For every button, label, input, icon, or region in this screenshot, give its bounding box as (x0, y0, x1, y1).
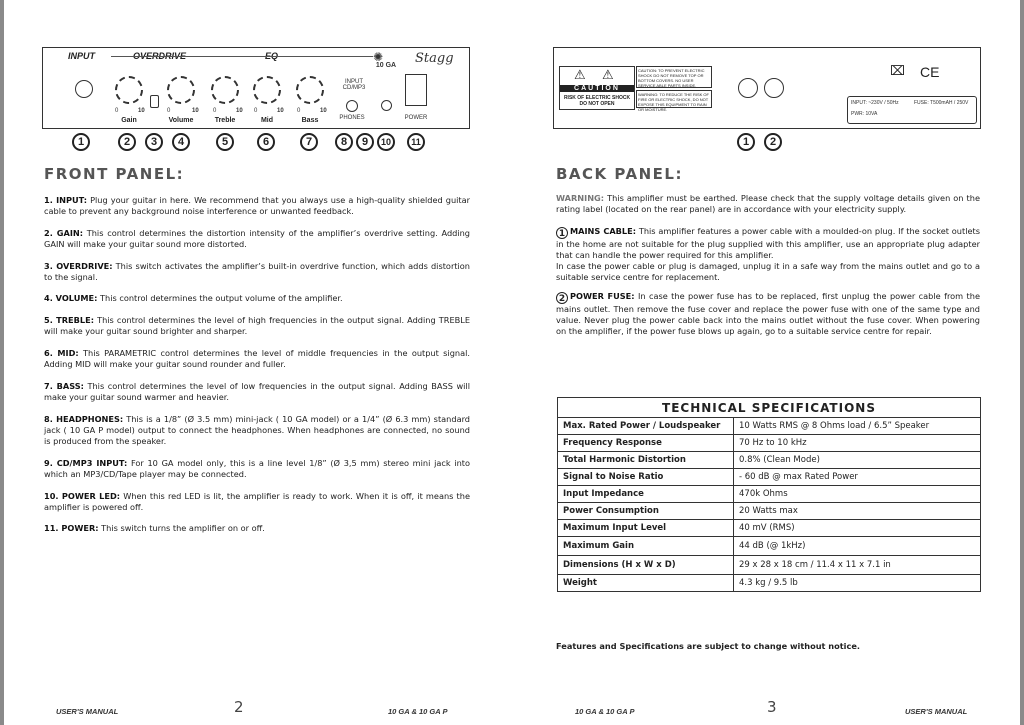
bolt-triangle-icon: ⚠ (602, 68, 614, 83)
mains-num: 1 (556, 227, 568, 239)
front-item-1 (44, 195, 470, 217)
front-item-10 (44, 491, 470, 513)
footer-right-model: 10 GA & 10 GA P (575, 707, 635, 716)
rating-pwr: PWR: 10VA (851, 111, 878, 117)
rating-label-box (847, 96, 977, 124)
back-callout-1: 1 (737, 133, 755, 151)
callout-3: 3 (145, 133, 163, 151)
right-page-edge (1020, 0, 1024, 725)
front-item-text: This switch turns the amplifier on or off. (98, 523, 265, 533)
warning-triangle-icon: ⚠ (574, 68, 586, 83)
spec-row (558, 435, 981, 452)
spec-value: 4.3 kg / 9.5 lb (734, 575, 981, 592)
front-item-text: This is a 1/8” (Ø 3.5 mm) mini-jack ( 10 GA model) or a 1/4” (Ø 6.3 mm) standard jack ( 10 GA P model) output to connect the headphones. When headphones are connected, no sound is produced from the speaker. (44, 414, 470, 446)
volume-knob[interactable] (167, 76, 195, 104)
mains-text: This amplifier features a power cable with a moulded-on plug. If the socket outlets in the home are not suitable for the plug supplied with this amplifier, use an appropriate plug adapter that can handle the power required for this amplifier. (556, 226, 980, 260)
technical-specifications-table (557, 397, 981, 592)
footer-left-manual: USER'S MANUAL (56, 707, 119, 716)
spec-title-row (558, 398, 981, 418)
bass-scale-min: 0 (297, 108, 301, 114)
spec-row (558, 418, 981, 435)
spec-key: Maximum Input Level (558, 520, 734, 537)
left-page-edge (0, 0, 4, 725)
brand-logo: Stagg (415, 51, 454, 66)
front-item-2 (44, 228, 470, 250)
volume-scale-max: 10 (192, 108, 199, 114)
front-panel-heading: FRONT PANEL: (44, 165, 185, 183)
spec-key: Frequency Response (558, 435, 734, 452)
volume-scale-min: 0 (167, 108, 171, 114)
treble-knob[interactable] (211, 76, 239, 104)
front-item-text: This control determines the distortion intensity of the amplifier’s overdrive setting. Adding GAIN will make your guitar sound more distorted. (44, 228, 471, 249)
rating-fuse: FUSE: T500mAH / 250V (914, 100, 969, 106)
spec-value: 29 x 28 x 18 cm / 11.4 x 11 x 7.1 in (734, 556, 981, 575)
bass-knob[interactable] (296, 76, 324, 104)
bass-scale-max: 10 (320, 108, 327, 114)
power-label: POWER (404, 115, 428, 121)
front-item-4 (44, 293, 470, 304)
spec-key: Total Harmonic Distortion (558, 452, 734, 469)
callout-5: 5 (216, 133, 234, 151)
fuse-num: 2 (556, 292, 568, 304)
gain-knob[interactable] (115, 76, 143, 104)
caution-label-box (559, 66, 635, 110)
rating-input: INPUT: ~230V / 50Hz (851, 100, 899, 106)
front-item-text: For 10 GA model only, this is a line level 1/8” (Ø 3,5 mm) stereo mini jack into which an MP3/CD/Tape player may be connected. (44, 458, 471, 479)
front-item-11 (44, 523, 470, 534)
spec-key: Signal to Noise Ratio (558, 469, 734, 486)
warning-paragraph (556, 193, 980, 215)
caution-line-2: DO NOT OPEN (579, 101, 615, 107)
caution-note-2: WARNING: TO REDUCE THE RISK OF FIRE OR ELECTRIC SHOCK, DO NOT EXPOSE THIS EQUIPMENT TO RAIN OR MOISTURE. (636, 90, 712, 108)
caution-line-1: RISK OF ELECTRIC SHOCK (563, 95, 631, 101)
fuse-holder[interactable] (764, 78, 784, 98)
spec-row (558, 537, 981, 556)
callout-7: 7 (300, 133, 318, 151)
front-item-9 (44, 458, 470, 480)
front-item-title: 5. TREBLE: (44, 315, 94, 325)
spec-value: - 60 dB @ max Rated Power (734, 469, 981, 486)
callout-8: 8 (335, 133, 353, 151)
gain-label: Gain (121, 117, 137, 124)
spec-value: 70 Hz to 10 kHz (734, 435, 981, 452)
spec-notice: Features and Specifications are subject to change without notice. (556, 641, 860, 651)
front-item-text: This switch activates the amplifier’s built-in overdrive function, which adds distortion to the signal. (44, 261, 470, 282)
input-section-label: INPUT (68, 51, 95, 61)
eq-section-label: EQ (265, 51, 279, 61)
overdrive-section-label: OVERDRIVE (133, 51, 187, 61)
treble-label: Treble (214, 117, 236, 124)
front-item-title: 2. GAIN: (44, 228, 84, 238)
callout-11: 11 (407, 133, 425, 151)
headphones-jack[interactable] (381, 100, 392, 111)
callout-2: 2 (118, 133, 136, 151)
overdrive-switch[interactable] (150, 95, 159, 108)
caution-note-1: CAUTION: TO PREVENT ELECTRIC SHOCK DO NOT REMOVE TOP OR BOTTOM COVERS. NO USER SERVICE ABLE PARTS INSIDE. (636, 66, 712, 88)
back-callout-2: 2 (764, 133, 782, 151)
mid-knob[interactable] (253, 76, 281, 104)
mains-title: MAINS CABLE: (570, 226, 637, 236)
front-item-title: 6. MID: (44, 348, 79, 358)
spec-value: 20 Watts max (734, 503, 981, 520)
cd-mp3-input-label: INPUT CD/MP3 (342, 79, 366, 91)
mains-cable-socket[interactable] (738, 78, 758, 98)
front-item-7 (44, 381, 470, 403)
phones-label: PHONES (339, 115, 365, 121)
spec-row (558, 486, 981, 503)
front-item-title: 7. BASS: (44, 381, 84, 391)
front-item-text: Plug your guitar in here. We recommend that you always use a high-quality shielded guitar cable to prevent any background noise interference or unwanted feedback. (44, 195, 470, 216)
power-fuse-paragraph (556, 291, 980, 337)
spec-key: Dimensions (H x W x D) (558, 556, 734, 575)
spec-key: Input Impedance (558, 486, 734, 503)
back-panel-diagram (553, 47, 981, 129)
spec-value: 40 mV (RMS) (734, 520, 981, 537)
spec-value: 470k Ohms (734, 486, 981, 503)
front-item-5 (44, 315, 470, 337)
front-item-title: 9. CD/MP3 INPUT: (44, 458, 128, 468)
spec-key: Maximum Gain (558, 537, 734, 556)
mid-label: Mid (260, 117, 274, 124)
back-panel-heading: BACK PANEL: (556, 165, 683, 183)
footer-right-manual: USER'S MANUAL (905, 707, 968, 716)
gain-scale-max: 10 (138, 108, 145, 114)
front-item-title: 11. POWER: (44, 523, 99, 533)
spec-key: Weight (558, 575, 734, 592)
front-item-text: When this red LED is lit, the amplifier is ready to work. When it is off, it means the amplifier is powered off. (44, 491, 470, 512)
callout-9: 9 (356, 133, 374, 151)
spec-value: 0.8% (Clean Mode) (734, 452, 981, 469)
model-badge: 10 GA (375, 62, 397, 69)
treble-scale-max: 10 (236, 108, 243, 114)
page-number-right: 3 (767, 698, 777, 716)
fuse-title: POWER FUSE: (570, 291, 635, 301)
spec-row (558, 469, 981, 486)
front-item-title: 10. POWER LED: (44, 491, 121, 501)
front-item-3 (44, 261, 470, 283)
mains-text-2: In case the power cable or plug is damaged, unplug it in a safe way from the mains outlet and go to a suitable service centre for replacement. (556, 261, 980, 282)
front-item-title: 3. OVERDRIVE: (44, 261, 113, 271)
front-item-title: 1. INPUT: (44, 195, 88, 205)
mid-scale-min: 0 (254, 108, 258, 114)
front-item-6 (44, 348, 470, 370)
spec-key: Max. Rated Power / Loudspeaker (558, 418, 734, 435)
led-star-icon: ✺ (373, 50, 384, 64)
front-item-title: 4. VOLUME: (44, 293, 98, 303)
treble-scale-min: 0 (213, 108, 217, 114)
mains-cable-paragraph (556, 226, 980, 283)
warning-title: WARNING: (556, 193, 605, 203)
callout-1: 1 (72, 133, 90, 151)
bass-label: Bass (301, 117, 319, 124)
page-number-left: 2 (234, 698, 244, 716)
front-item-text: This control determines the level of low frequencies in the output signal. Adding BASS will make your guitar sound warmer and heavier. (44, 381, 470, 402)
footer-left-model: 10 GA & 10 GA P (388, 707, 448, 716)
eq-bracket-line (205, 56, 373, 57)
gain-scale-min: 0 (115, 108, 119, 114)
weee-bin-icon: ⌧ (890, 64, 905, 79)
spec-row (558, 452, 981, 469)
spec-row (558, 503, 981, 520)
spec-key: Power Consumption (558, 503, 734, 520)
caution-word: CAUTION (560, 85, 634, 92)
front-item-text: This control determines the level of high frequencies in the output signal. Adding TREBLE will make your guitar sound brighter and sharper. (44, 315, 470, 336)
front-item-text: This control determines the output volume of the amplifier. (97, 293, 343, 303)
callout-4: 4 (172, 133, 190, 151)
spec-value: 44 dB (@ 1kHz) (734, 537, 981, 556)
spec-row (558, 520, 981, 537)
mid-scale-max: 10 (277, 108, 284, 114)
spec-row (558, 556, 981, 575)
callout-6: 6 (257, 133, 275, 151)
callout-10: 10 (377, 133, 395, 151)
warning-text: This amplifier must be earthed. Please check that the supply voltage details given on the rating label (located on the rear panel) are in accordance with your electricity supply. (556, 193, 980, 214)
front-item-title: 8. HEADPHONES: (44, 414, 124, 424)
power-switch[interactable] (405, 74, 427, 106)
spec-title: TECHNICAL SPECIFICATIONS (558, 398, 981, 418)
front-item-text: This PARAMETRIC control determines the level of middle frequencies in the output signal. Adding MID will make your guitar sound rounder and fuller. (44, 348, 470, 369)
fuse-text: In case the power fuse has to be replaced, first unplug the power cable from the mains outlet. Then remove the fuse cover and replace the power fuse with one of the same type and value. Never plug the power cable back into the mains outlet without the fuse cover. When powering on the amplifier, if the power fuse blows up again, go to a suitable service centre for repair. (556, 291, 980, 336)
spec-row (558, 575, 981, 592)
ce-mark: CE (920, 64, 940, 80)
front-panel-diagram (42, 47, 470, 129)
front-item-8 (44, 414, 470, 447)
spec-value: 10 Watts RMS @ 8 Ohms load / 6.5” Speaker (734, 418, 981, 435)
cd-mp3-input-jack[interactable] (346, 100, 358, 112)
volume-label: Volume (168, 117, 194, 124)
guitar-input-jack[interactable] (75, 80, 93, 98)
